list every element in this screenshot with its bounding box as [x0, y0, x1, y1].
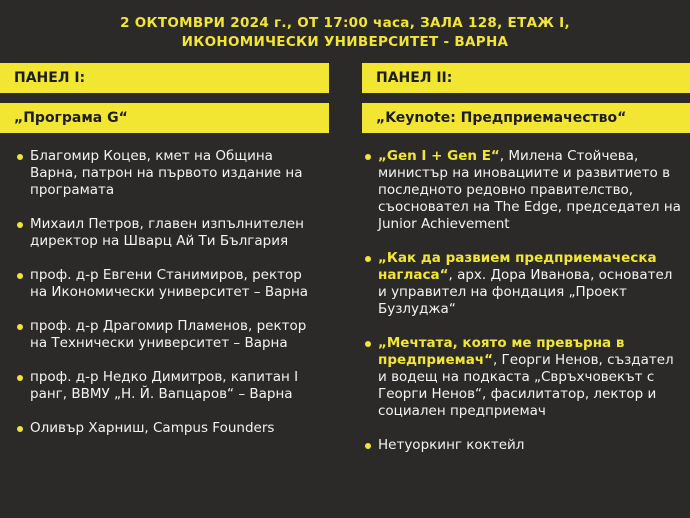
- talk-speaker: , Георги Ненов, създател и водещ на подкаста „Свръхчовекът с Георги Ненов“, фасилитатор, лектор и социален предприемач: [378, 352, 674, 419]
- bullet-icon: [365, 443, 371, 449]
- bullet-icon: [17, 324, 23, 330]
- talk-title: „Мечтата, която ме превърна в предприемач“: [378, 335, 625, 368]
- networking-cocktail: Нетуоркинг коктейл: [378, 437, 525, 453]
- speaker-text: Оливър Харниш, Campus Founders: [30, 420, 275, 436]
- panel-2-label: ПАНЕЛ II:: [362, 63, 690, 93]
- event-date-location: 2 ОКТОМВРИ 2024 г., ОТ 17:00 часа, ЗАЛА 128, ЕТАЖ I,: [120, 15, 570, 31]
- list-item: [362, 335, 682, 420]
- list-item: [362, 437, 682, 454]
- bullet-icon: [17, 154, 23, 160]
- event-header: [0, 14, 690, 52]
- panel-2-talk-list: [362, 148, 682, 454]
- bullet-icon: [365, 256, 371, 262]
- event-venue: ИКОНОМИЧЕСКИ УНИВЕРСИТЕТ - ВАРНА: [181, 34, 509, 50]
- bullet-icon: [17, 222, 23, 228]
- speaker-text: проф. д-р Евгени Станимиров, ректор на Икономически университет – Варна: [30, 267, 309, 300]
- list-item: [362, 250, 682, 318]
- panel-2-title: „Keynote: Предприемачество“: [362, 103, 690, 133]
- talk-title: „Gen I + Gen E“: [378, 148, 500, 164]
- talk-speaker: , Милена Стойчева, министър на иновациите и развитието в последното редовно правителство, съосновател на The Edge, председател на Junior Achievement: [378, 148, 681, 232]
- talk-speaker: , арх. Дора Иванова, основател и управител на фондация „Проект Бузлуджа“: [378, 267, 673, 317]
- bullet-icon: [365, 341, 371, 347]
- speaker-text: проф. д-р Драгомир Пламенов, ректор на Технически университет – Варна: [30, 318, 307, 351]
- talk-title: „Как да развием предприемаческа нагласа“: [378, 250, 657, 283]
- bullet-icon: [17, 426, 23, 432]
- list-item: [14, 318, 319, 352]
- bullet-icon: [365, 154, 371, 160]
- bullet-icon: [17, 375, 23, 381]
- speaker-text: проф. д-р Недко Димитров, капитан I ранг, ВВМУ „Н. Й. Вапцаров“ – Варна: [30, 369, 299, 402]
- list-item: [14, 369, 319, 403]
- speaker-text: Михаил Петров, главен изпълнителен директор на Шварц Ай Ти България: [30, 216, 304, 249]
- list-item: [14, 148, 319, 199]
- panel-1-title: „Програма G“: [0, 103, 329, 133]
- panel-1-speaker-list: [14, 148, 319, 437]
- list-item: [14, 216, 319, 250]
- list-item: [362, 148, 682, 233]
- bullet-icon: [17, 273, 23, 279]
- list-item: [14, 420, 319, 437]
- list-item: [14, 267, 319, 301]
- panel-1-label: ПАНЕЛ I:: [0, 63, 329, 93]
- speaker-text: Благомир Коцев, кмет на Община Варна, патрон на първото издание на програмата: [30, 148, 303, 198]
